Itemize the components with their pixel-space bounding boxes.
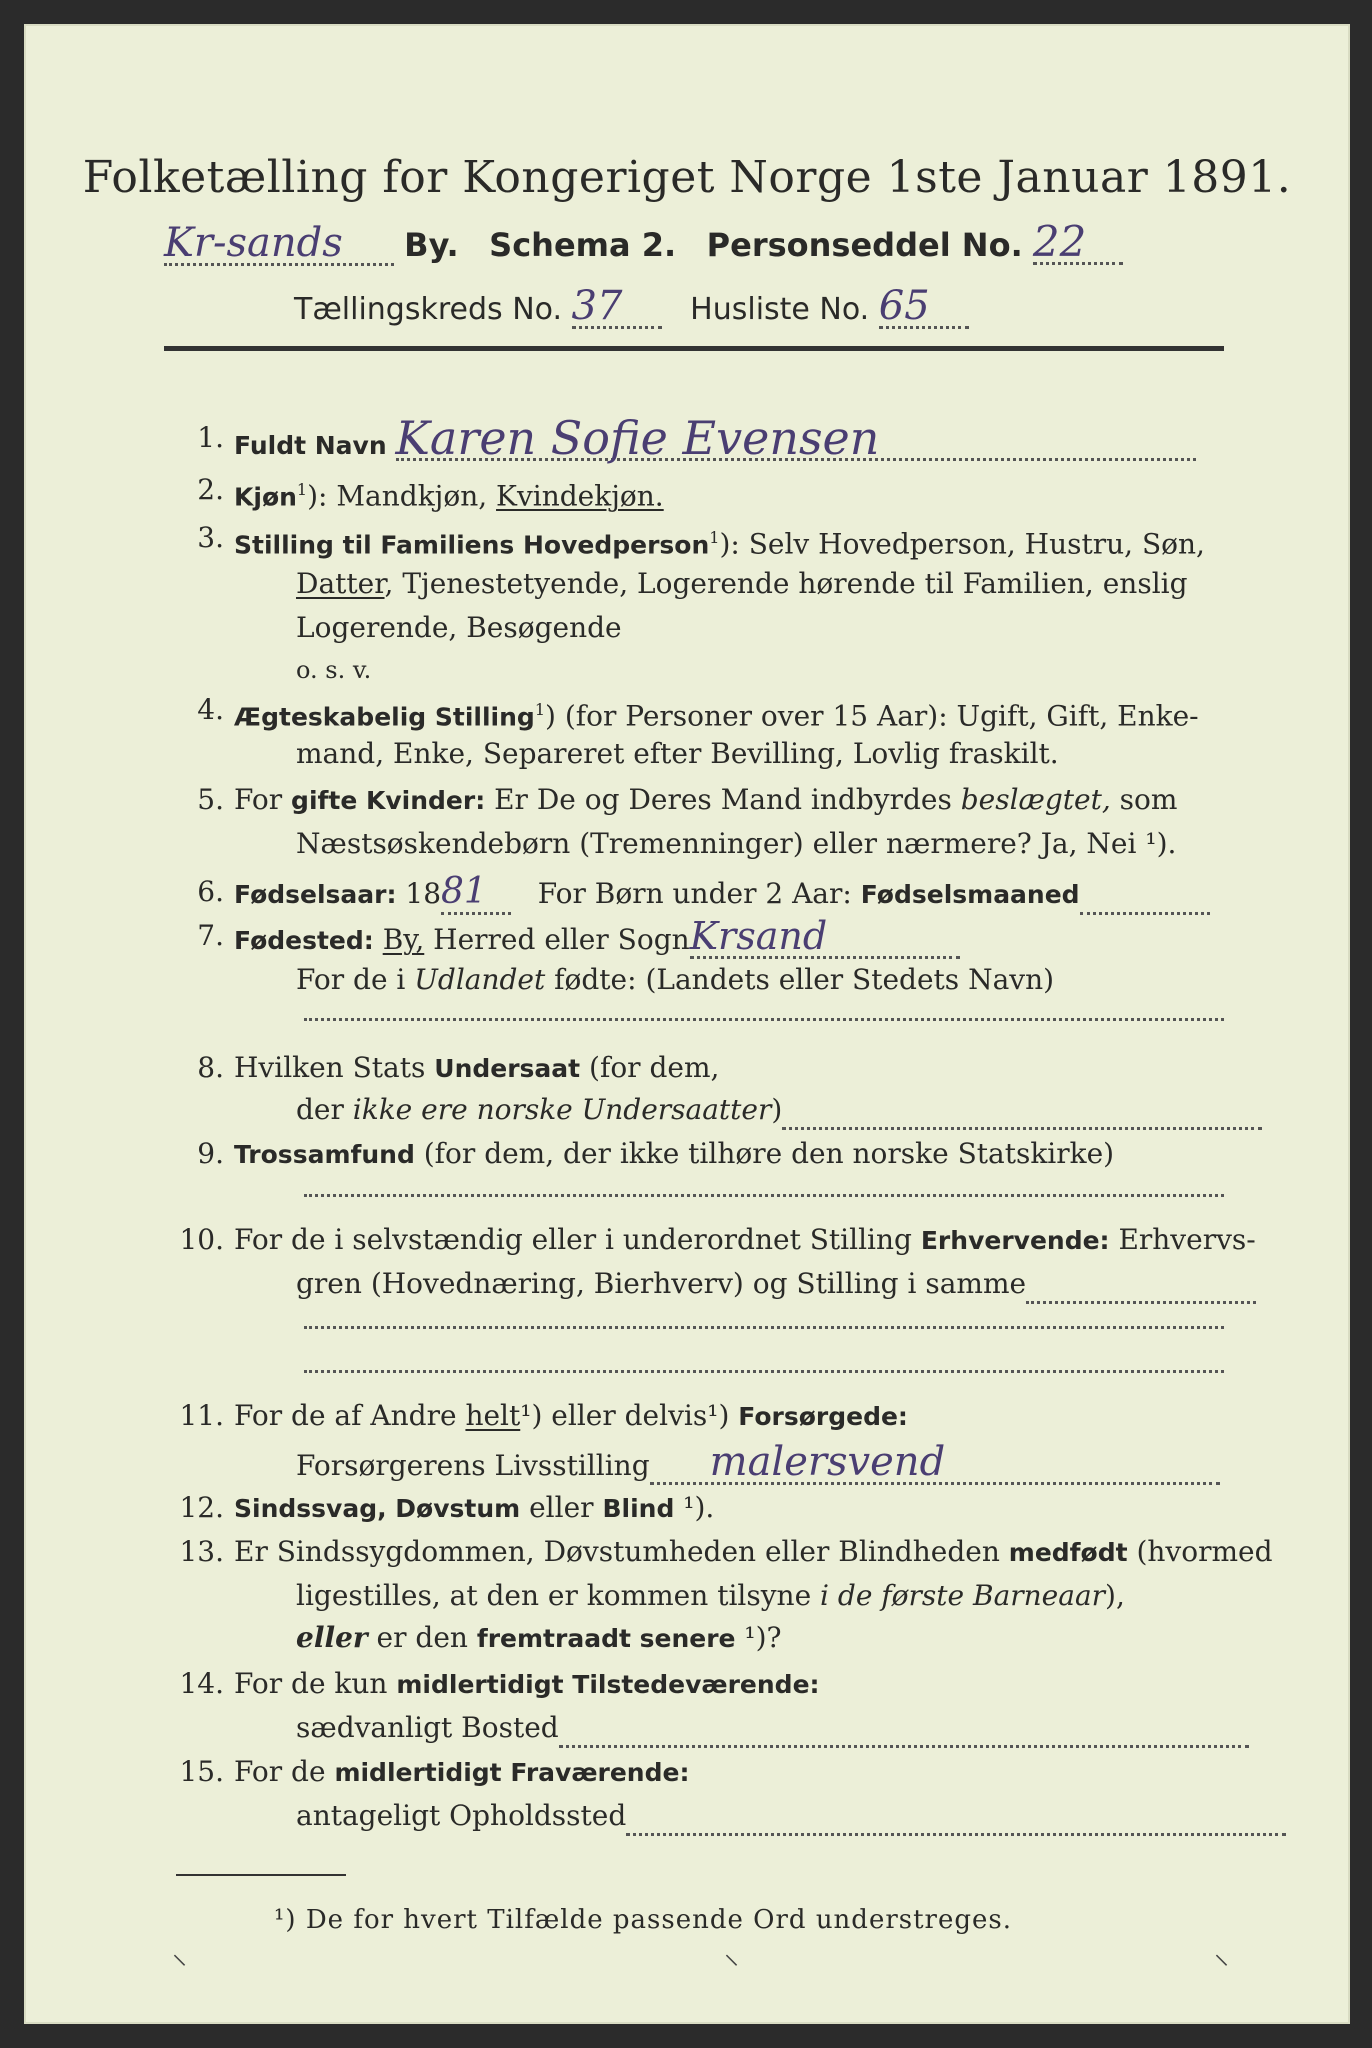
- q7-label: Fødested:: [234, 926, 374, 955]
- q5-text-b: Er De og Deres Mand indbyrdes: [485, 783, 961, 816]
- q7-text-2b: Udlandet: [414, 963, 546, 996]
- q2-text: ): Mandkjøn,: [307, 479, 497, 513]
- q3-selected-option: Datter: [296, 567, 385, 600]
- q5-text-c: som: [1110, 783, 1178, 816]
- husliste-number: 65: [879, 286, 969, 329]
- q13-text-2a: ligestilles, at den er kommen tilsyne: [296, 1579, 821, 1612]
- q6-birth-year: 81: [441, 872, 511, 915]
- q8-text-2b: ikke ere norske Undersaatter: [352, 1093, 772, 1126]
- q1-answer-name: Karen Sofie Evensen: [396, 418, 1196, 461]
- q15-row-2: [296, 1796, 1286, 1836]
- q10-row-1: [234, 1220, 1256, 1261]
- q5-number: 5.: [197, 783, 224, 816]
- q8-label: Undersaat: [434, 1054, 581, 1083]
- header-line-1: [164, 217, 1123, 266]
- q12-tail: ¹).: [674, 1491, 715, 1524]
- registration-mark-center: ⸌: [724, 1949, 739, 1984]
- q9-text: (for dem, der ikke tilhøre den norske Statskirke): [414, 1137, 1115, 1170]
- q7-blank-line: [304, 994, 1224, 1021]
- q6-number: 6.: [197, 875, 224, 908]
- q15-text-2: antageligt Opholdssted: [296, 1799, 627, 1832]
- footnote: ¹) De for hvert Tilfælde passende Ord understreges.: [274, 1905, 1013, 1935]
- husliste-label: Husliste No.: [690, 292, 870, 327]
- q6-blank-line: [1080, 888, 1210, 915]
- footnote-divider: [176, 1874, 346, 1876]
- q10-text-1b: Erhvervs-: [1109, 1223, 1256, 1256]
- q4-label: Ægteskabelig Stilling: [234, 702, 535, 732]
- personseddel-number: 22: [1033, 222, 1123, 265]
- q14-number: 14.: [179, 1667, 224, 1700]
- header-divider: [164, 346, 1224, 351]
- q11-selected-option: helt: [465, 1399, 521, 1432]
- q2-footnote-ref: 1: [296, 480, 308, 499]
- q13-text-3c: ¹)?: [735, 1621, 782, 1654]
- q7-birthplace-answer: Krsand: [690, 916, 960, 959]
- q2-number: 2.: [197, 473, 224, 506]
- q10-text-1: For de i selvstændig eller i underordnet Stilling: [234, 1223, 921, 1256]
- q4-row-1: [234, 690, 1199, 737]
- schema-label: Schema 2.: [489, 226, 677, 264]
- q5-text-a: For: [234, 783, 292, 816]
- q10-blank-line-1: [1026, 1277, 1256, 1304]
- q13-row-2: [296, 1576, 1125, 1616]
- q7-row-1: [234, 916, 960, 961]
- q7-number: 7.: [197, 919, 224, 952]
- q15-label: midlertidigt Fraværende:: [334, 1758, 690, 1787]
- q13-text-2b: i de første Barneaar: [820, 1579, 1106, 1612]
- q1-label: Fuldt Navn: [234, 431, 387, 460]
- q15-row-1: [234, 1752, 689, 1793]
- q13-row-1: [234, 1532, 1273, 1573]
- q4-text-1: ) (for Personer over 15 Aar): Ugift, Gift, Enke-: [545, 699, 1199, 733]
- q8-text-b: (for dem,: [580, 1051, 720, 1084]
- q10-row-2: [296, 1264, 1256, 1304]
- q7-text-2a: For de i: [296, 963, 415, 996]
- q9-blank-line: [304, 1170, 1224, 1197]
- q13-number: 13.: [179, 1535, 224, 1568]
- q7-text-2c: fødte: (Landets eller Stedets Navn): [545, 963, 1055, 996]
- q14-text-a: For de kun: [234, 1667, 397, 1700]
- q2-label: Kjøn: [234, 482, 297, 512]
- q5-label: gifte Kvinder:: [291, 786, 486, 815]
- q7-text: Herred eller Sogn: [424, 923, 690, 956]
- q13-text-1b: (hvormed: [1127, 1535, 1273, 1568]
- q12-label-2: Blind: [602, 1494, 675, 1523]
- personseddel-label: Personseddel No.: [706, 226, 1023, 264]
- q14-row-2: [296, 1708, 1249, 1748]
- q8-row-1: [234, 1048, 719, 1089]
- q15-text-a: For de: [234, 1755, 335, 1788]
- q13-text-1a: Er Sindssygdommen, Døvstumheden eller Blindheden: [234, 1535, 1009, 1568]
- q8-text-a: Hvilken Stats: [234, 1051, 435, 1084]
- q6-label-2: Fødselsmaaned: [860, 880, 1080, 909]
- q12-row: [234, 1488, 714, 1529]
- q3-footnote-ref: 1: [709, 528, 720, 547]
- q8-text-2a: der: [296, 1093, 353, 1126]
- registration-mark-right: ⸌: [1214, 1949, 1229, 1984]
- q3-text-1: ): Selv Hovedperson, Hustru, Søn,: [719, 527, 1205, 561]
- q9-label: Trossamfund: [234, 1140, 415, 1169]
- city-handwritten: Kr-sands: [164, 223, 394, 266]
- q12-text: eller: [520, 1491, 603, 1524]
- q4-footnote-ref: 1: [534, 700, 546, 719]
- q10-number: 10.: [179, 1223, 224, 1256]
- q3-row-4: o. s. v.: [296, 656, 372, 684]
- q8-blank-line: [782, 1103, 1262, 1130]
- q11-label: Forsørgede:: [738, 1402, 908, 1431]
- q11-number: 11.: [179, 1399, 224, 1432]
- q13-row-3: [296, 1618, 782, 1659]
- q10-blank-line-3: [304, 1346, 1224, 1373]
- kreds-label: Tællingskreds No.: [294, 292, 562, 327]
- registration-mark-left: ⸌: [172, 1949, 187, 1984]
- q2-row: [234, 470, 664, 517]
- q14-text-2: sædvanligt Bosted: [296, 1711, 559, 1744]
- q5-row-1: [234, 780, 1177, 821]
- q11-text-b: ¹) eller delvis¹): [520, 1399, 739, 1432]
- q6-text: For Børn under 2 Aar:: [537, 877, 861, 910]
- q11-text-2: Forsørgerens Livsstilling: [296, 1449, 650, 1482]
- q13-label-3: fremtraadt senere: [476, 1624, 736, 1653]
- q13-text-2c: ),: [1105, 1579, 1125, 1612]
- q7-selected-option: By,: [382, 923, 425, 956]
- q2-selected-option: Kvindekjøn.: [496, 479, 664, 513]
- q11-occupation-answer: malersvend: [650, 1442, 1220, 1485]
- q14-row-1: [234, 1664, 820, 1705]
- q6-row: [234, 872, 1210, 915]
- q3-row-2: [296, 564, 1188, 604]
- q5-row-2: Næstsøskendebørn (Tremenninger) eller nærmere? Ja, Nei ¹).: [296, 827, 1177, 860]
- q4-number: 4.: [197, 693, 224, 726]
- q3-label: Stilling til Familiens Hovedperson: [234, 530, 710, 560]
- q11-row-2: [296, 1439, 1220, 1486]
- q11-text-a: For de af Andre: [234, 1399, 466, 1432]
- q13-label-1: medfødt: [1008, 1538, 1128, 1567]
- q15-number: 15.: [179, 1755, 224, 1788]
- q10-label: Erhvervende:: [920, 1226, 1110, 1255]
- q11-row-1: [234, 1396, 908, 1437]
- q3-row-3: Logerende, Besøgende: [296, 611, 622, 644]
- q13-text-3b: er den: [367, 1621, 477, 1654]
- q4-row-2: mand, Enke, Separeret efter Bevilling, Lovlig fraskilt.: [296, 737, 1059, 770]
- q5-text-italic: beslægtet,: [960, 783, 1111, 816]
- census-form-page: [24, 24, 1350, 2024]
- q15-blank-line: [626, 1809, 1286, 1836]
- q10-text-2: gren (Hovednæring, Bierhverv) og Stilling i samme: [296, 1267, 1027, 1300]
- q13-text-3a: eller: [296, 1621, 368, 1654]
- q9-number: 9.: [197, 1137, 224, 1170]
- q12-number: 12.: [179, 1491, 224, 1524]
- q9-row: [234, 1134, 1114, 1175]
- q1-row: [234, 411, 1196, 466]
- q1-number: 1.: [197, 421, 224, 454]
- q10-blank-line-2: [304, 1302, 1224, 1329]
- header-line-2: [294, 283, 969, 330]
- q14-blank-line: [559, 1721, 1249, 1748]
- q6-year-prefix: 18: [396, 877, 442, 910]
- by-label: By.: [404, 226, 459, 264]
- q14-label: midlertidigt Tilstedeværende:: [396, 1670, 820, 1699]
- q3-row-1: [234, 518, 1205, 565]
- q8-number: 8.: [197, 1051, 224, 1084]
- q12-label: Sindssvag, Døvstum: [234, 1494, 521, 1523]
- q8-text-2c: ): [771, 1093, 783, 1126]
- q8-row-2: [296, 1090, 1262, 1130]
- q6-label: Fødselsaar:: [234, 880, 397, 909]
- kreds-number: 37: [572, 286, 662, 329]
- q3-text-2: , Tjenestetyende, Logerende hørende til Familien, enslig: [384, 567, 1188, 600]
- q3-number: 3.: [197, 521, 224, 554]
- form-title: Folketælling for Kongeriget Norge 1ste Januar 1891.: [82, 152, 1292, 203]
